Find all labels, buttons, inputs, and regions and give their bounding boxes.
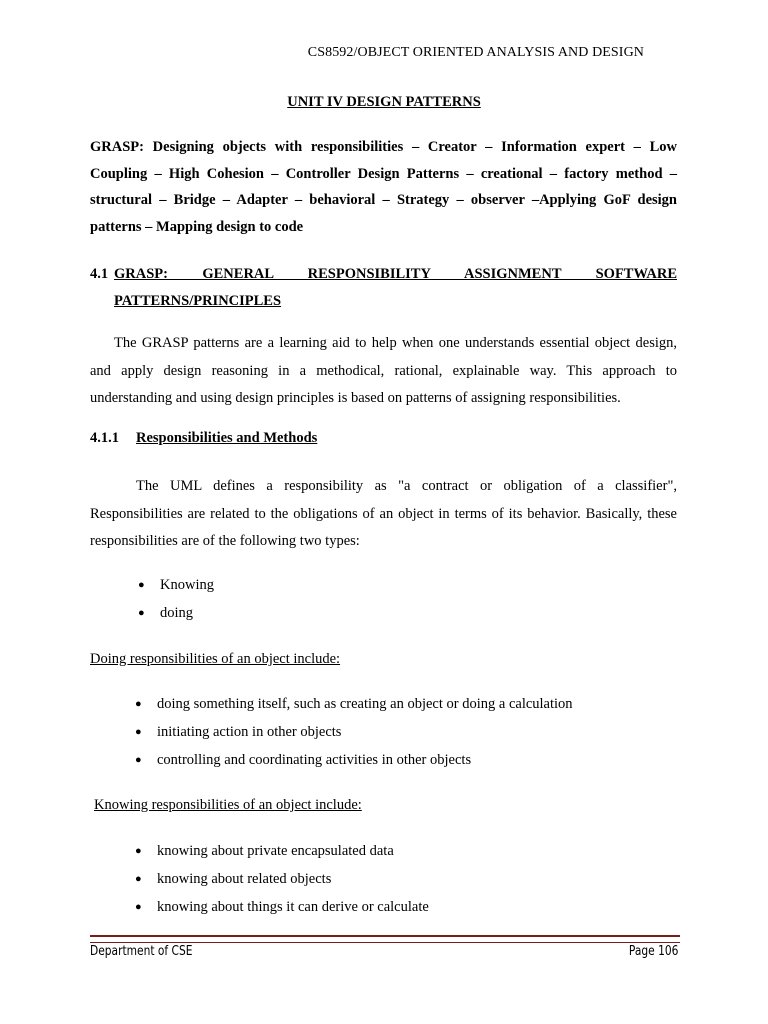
section-title: GRASP: GENERAL RESPONSIBILITY ASSIGNMENT SOFTWARE PATTERNS/PRINCIPLES	[114, 266, 677, 309]
bullet-icon: ●	[138, 579, 145, 591]
bullet-icon: ●	[138, 607, 145, 619]
footer-department: Department of CSE	[90, 944, 193, 959]
unit-title: UNIT IV DESIGN PATTERNS	[287, 94, 481, 110]
bullet-icon: ●	[135, 698, 142, 710]
bullet-icon: ●	[135, 726, 142, 738]
bullet-icon: ●	[135, 901, 142, 913]
bullet-icon: ●	[135, 845, 142, 857]
subsection-title: Responsibilities and Methods	[136, 430, 318, 446]
doing-responsibilities-label: Doing responsibilities of an object include:	[90, 651, 341, 667]
footer-page-number: Page 106	[628, 944, 678, 959]
section-4-1-heading	[90, 261, 677, 315]
responsibility-paragraph: The UML defines a responsibility as "a contract or obligation of a classifier", Responsibilities are related to the obligations of an object in terms of its behavior. Basically, these responsibilities are of the following two types:	[90, 478, 677, 549]
footer-rule	[90, 935, 680, 943]
unit-syllabus: GRASP: Designing objects with responsibilities – Creator – Information expert – Low Coupling – High Cohesion – Controller Design Patterns – creational – factory method – structural – Bridge – Adapter – behavioral – Strategy – observer –Applying GoF design patterns – Mapping design to code	[90, 139, 677, 235]
section-number: 4.1	[90, 266, 109, 282]
bullet-icon: ●	[135, 873, 142, 885]
section-4-1-1-heading	[90, 430, 317, 447]
knowing-responsibilities-label: Knowing responsibilities of an object include:	[94, 797, 362, 813]
grasp-intro-paragraph: The GRASP patterns are a learning aid to help when one understands essential object design, and apply design reasoning in a methodical, rational, explainable way. This approach to understanding and using design principles is based on patterns of assigning responsibilities.	[90, 335, 677, 406]
subsection-number: 4.1.1	[90, 430, 119, 446]
bullet-icon: ●	[135, 754, 142, 766]
course-header: CS8592/OBJECT ORIENTED ANALYSIS AND DESIGN	[307, 45, 644, 60]
